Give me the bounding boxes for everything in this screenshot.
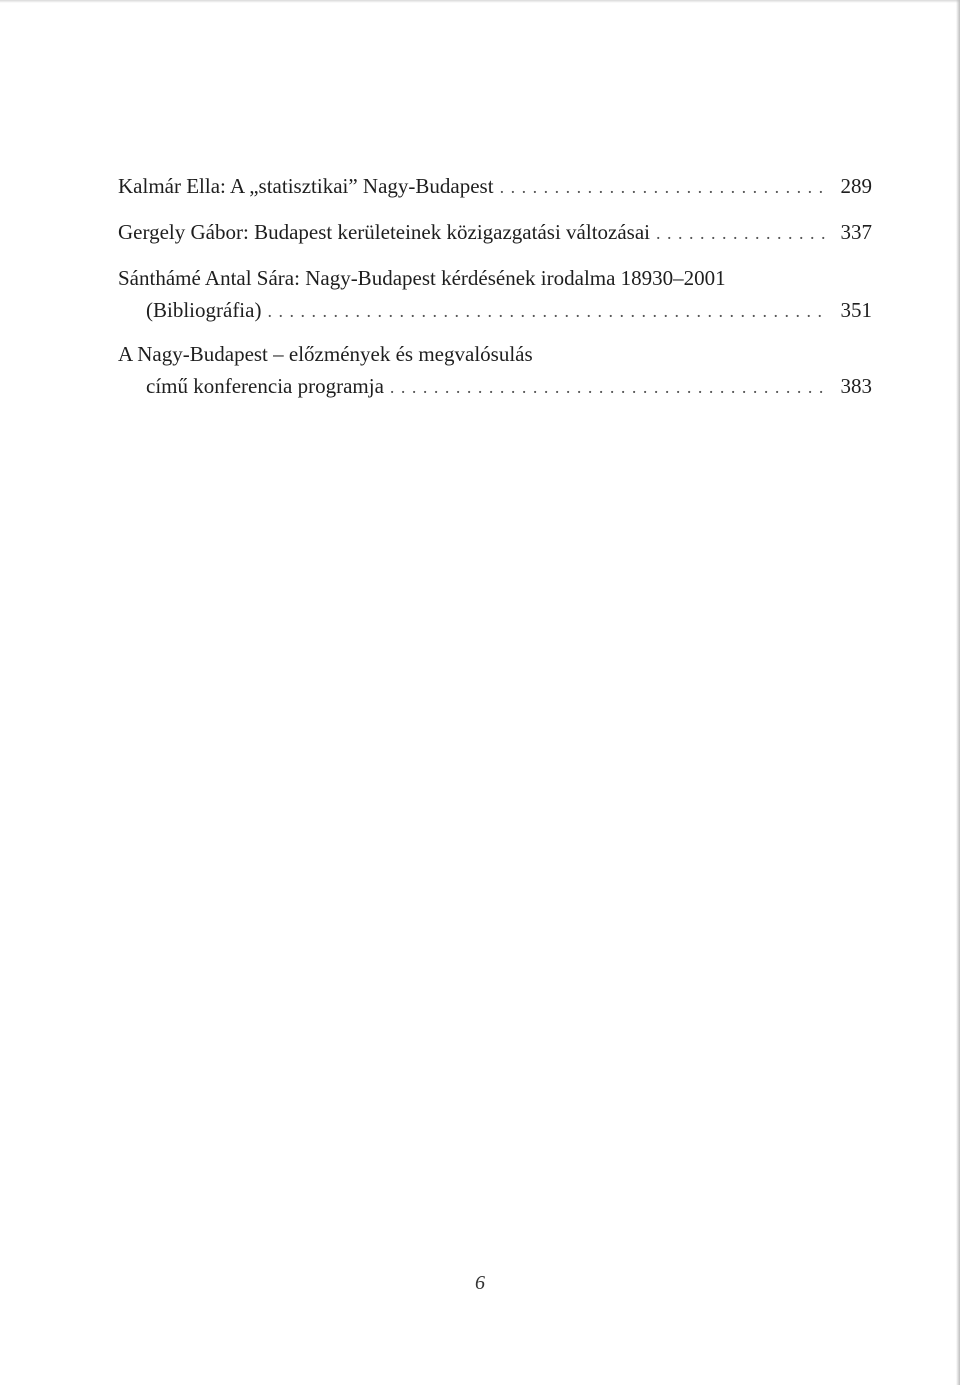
toc-entry-title-continued: című konferencia programja xyxy=(146,374,384,398)
toc-entry-page: 383 xyxy=(840,374,872,398)
scan-edge-top xyxy=(0,0,960,3)
toc-entry-line xyxy=(118,170,872,202)
dot-leader xyxy=(267,295,828,327)
toc-entry-line xyxy=(118,338,872,370)
page-number: 6 xyxy=(475,1272,485,1294)
toc-entry xyxy=(118,216,872,248)
toc-entry-title: A Nagy-Budapest – előzmények és megvalósulás xyxy=(118,342,533,366)
dot-leader xyxy=(390,371,828,403)
dot-leader xyxy=(500,171,828,203)
toc-entry-line xyxy=(118,294,872,326)
table-of-contents xyxy=(118,170,872,414)
toc-entry-title: Sánthámé Antal Sára: Nagy-Budapest kérdésének irodalma 18930–2001 xyxy=(118,266,726,290)
toc-entry-line xyxy=(118,370,872,402)
toc-entry xyxy=(118,338,872,402)
toc-entry-line xyxy=(118,216,872,248)
scan-edge-right xyxy=(956,0,960,1385)
toc-entry-title-continued: (Bibliográfia) xyxy=(146,298,262,322)
toc-entry-title: Gergely Gábor: Budapest kerületeinek közigazgatási változásai xyxy=(118,220,650,244)
toc-entry-page: 289 xyxy=(840,174,872,198)
toc-entry-page: 337 xyxy=(840,220,872,244)
toc-entry xyxy=(118,262,872,326)
toc-entry-title: Kalmár Ella: A „statisztikai” Nagy-Budapest xyxy=(118,174,494,198)
dot-leader xyxy=(656,217,828,249)
toc-entry-page: 351 xyxy=(840,298,872,322)
toc-entry-line xyxy=(118,262,872,294)
toc-entry xyxy=(118,170,872,202)
